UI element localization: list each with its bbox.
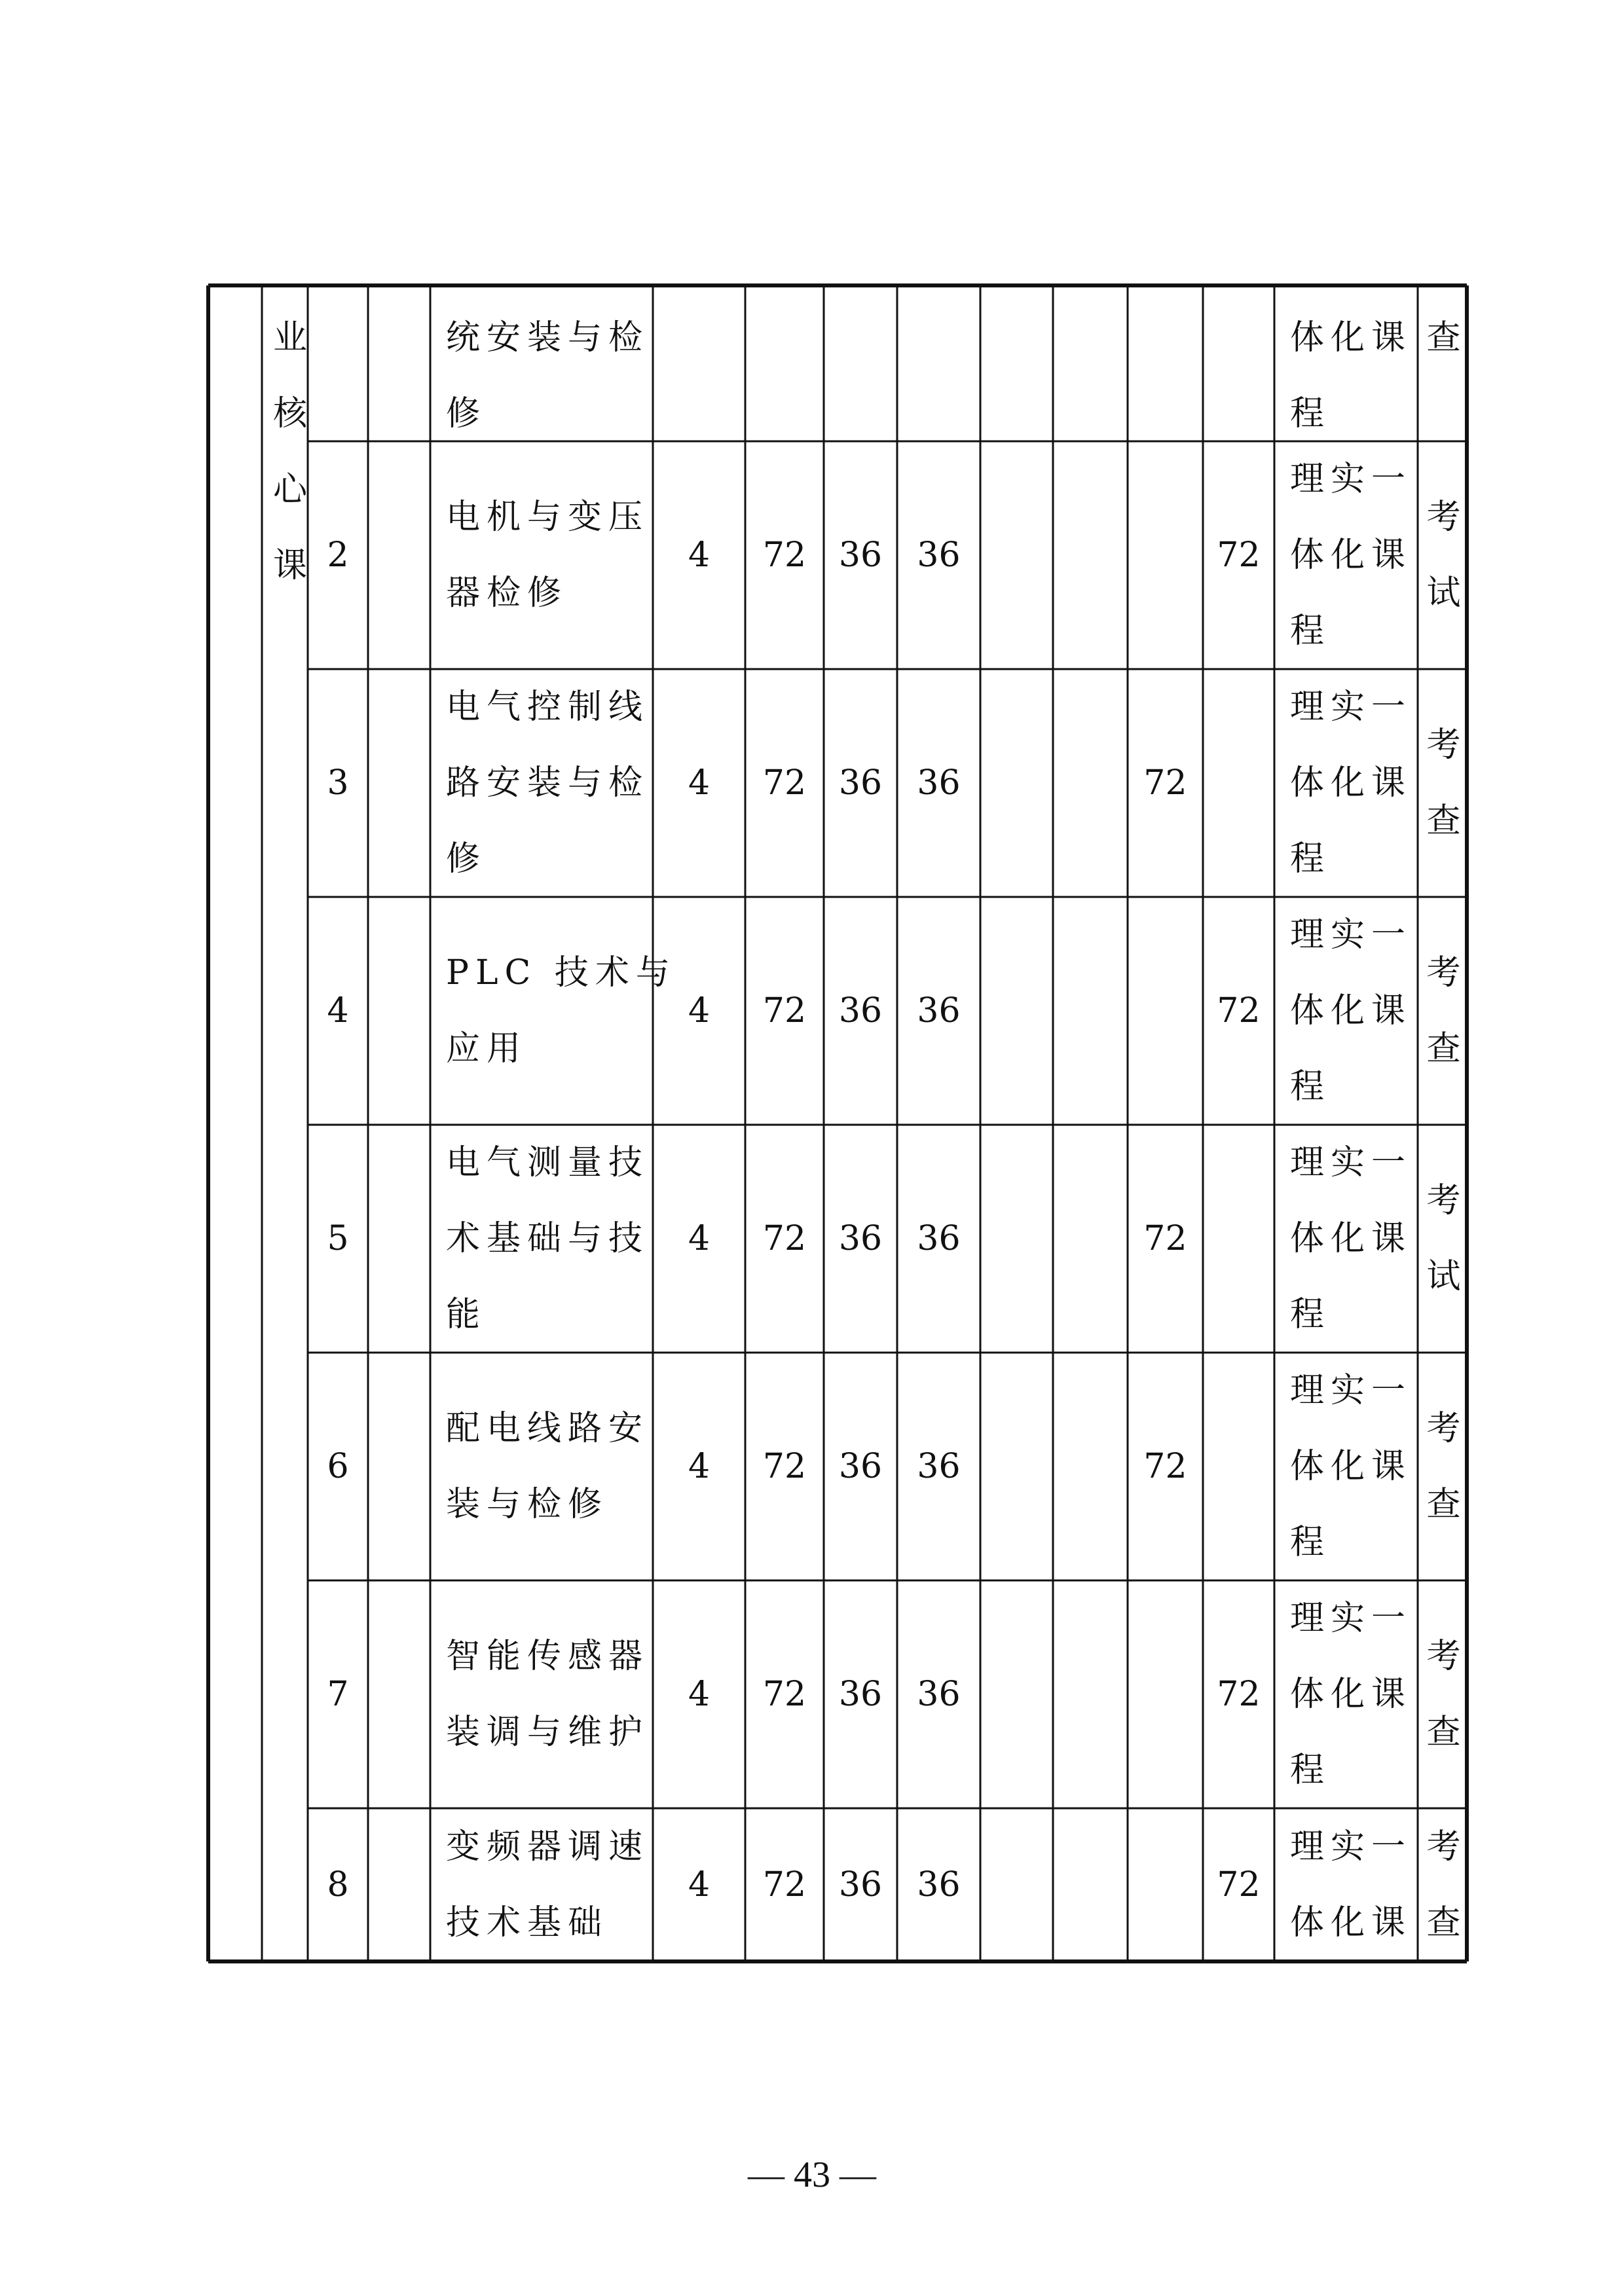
- course-type-line: 理实一: [1290, 460, 1412, 499]
- assessment-line: 试: [1426, 574, 1461, 613]
- course-name-line: 统安装与检: [446, 318, 650, 357]
- course-type-line: 理实一: [1290, 915, 1412, 955]
- assessment-line: 考: [1426, 1409, 1461, 1448]
- course-name-line: 术基础与技: [446, 1219, 650, 1258]
- cell-credits: 4: [688, 1447, 710, 1486]
- course-type-line: 程: [1290, 1295, 1331, 1334]
- course-type-line: 体化课: [1290, 318, 1412, 357]
- assessment-line: 查: [1426, 1485, 1461, 1524]
- row-seq-number: 6: [327, 1447, 349, 1486]
- course-type-line: 程: [1290, 1523, 1331, 1562]
- course-name-line: 技术基础: [446, 1903, 609, 1942]
- row-seq-number: 7: [327, 1675, 349, 1714]
- row-seq-number: 8: [327, 1865, 349, 1904]
- cell-hours: 72: [762, 1219, 807, 1258]
- course-name-line: 路安装与检: [446, 763, 650, 803]
- course-type-line: 程: [1290, 394, 1331, 433]
- assessment-line: 查: [1426, 318, 1461, 357]
- course-type-line: 理实一: [1290, 1143, 1412, 1182]
- course-name-line: 配电线路安: [446, 1409, 650, 1448]
- course-name-line: 装与检修: [446, 1485, 609, 1524]
- cell-theory: 36: [838, 1219, 883, 1258]
- assessment-line: 查: [1426, 1713, 1461, 1752]
- category-label-char: 课: [272, 546, 308, 585]
- course-type-line: 程: [1290, 1751, 1331, 1790]
- cell-hours: 72: [762, 1675, 807, 1714]
- cell-sem3: 72: [1143, 763, 1187, 803]
- cell-practice: 36: [917, 1219, 961, 1258]
- cell-credits: 4: [688, 763, 710, 803]
- row-seq-number: 5: [327, 1219, 349, 1258]
- row-seq-number: 3: [327, 763, 349, 803]
- cell-theory: 36: [838, 536, 883, 575]
- cell-hours: 72: [762, 763, 807, 803]
- course-name-line: 变频器调速: [446, 1827, 650, 1867]
- cell-credits: 4: [688, 1219, 710, 1258]
- category-label-char: 心: [272, 470, 308, 509]
- course-type-line: 程: [1290, 839, 1331, 879]
- course-type-line: 体化课: [1290, 763, 1412, 803]
- course-name-line: 应用: [446, 1029, 528, 1068]
- cell-hours: 72: [762, 1865, 807, 1904]
- course-name-line: 修: [446, 839, 487, 879]
- cell-practice: 36: [917, 1865, 961, 1904]
- row-seq-number: 2: [327, 536, 349, 575]
- cell-practice: 36: [917, 763, 961, 803]
- assessment-line: 考: [1426, 1827, 1461, 1867]
- course-type-line: 体化课: [1290, 1447, 1412, 1486]
- cell-theory: 36: [838, 1675, 883, 1714]
- course-name-line: 电机与变压: [446, 498, 650, 537]
- course-name-line: 装调与维护: [446, 1713, 650, 1752]
- course-type-line: 体化课: [1290, 991, 1412, 1030]
- cell-theory: 36: [838, 763, 883, 803]
- cell-hours: 72: [762, 1447, 807, 1486]
- course-type-line: 体化课: [1290, 1903, 1412, 1942]
- cell-sem4: 72: [1217, 991, 1261, 1030]
- course-type-line: 理实一: [1290, 1827, 1412, 1867]
- assessment-line: 考: [1426, 498, 1461, 537]
- cell-sem4: 72: [1217, 536, 1261, 575]
- cell-credits: 4: [688, 991, 710, 1030]
- course-name-line: 能: [446, 1295, 487, 1334]
- course-type-line: 体化课: [1290, 1219, 1412, 1258]
- cell-practice: 36: [917, 991, 961, 1030]
- assessment-line: 考: [1426, 953, 1461, 993]
- cell-sem4: 72: [1217, 1865, 1261, 1904]
- course-type-line: 程: [1290, 611, 1331, 651]
- assessment-line: 试: [1426, 1257, 1461, 1296]
- cell-hours: 72: [762, 536, 807, 575]
- course-name-line: 修: [446, 394, 487, 433]
- course-name-line: 电气控制线: [446, 687, 650, 727]
- cell-theory: 36: [838, 991, 883, 1030]
- row-seq-number: 4: [327, 991, 349, 1030]
- assessment-line: 查: [1426, 801, 1461, 841]
- course-type-line: 程: [1290, 1067, 1331, 1106]
- course-name-line: 电气测量技: [446, 1143, 650, 1182]
- cell-hours: 72: [762, 991, 807, 1030]
- assessment-line: 查: [1426, 1903, 1461, 1942]
- cell-practice: 36: [917, 1447, 961, 1486]
- course-name-line: 智能传感器: [446, 1637, 650, 1676]
- category-label-char: 核: [272, 394, 308, 433]
- cell-practice: 36: [917, 1675, 961, 1714]
- course-type-line: 体化课: [1290, 1675, 1412, 1714]
- course-type-line: 体化课: [1290, 536, 1412, 575]
- assessment-line: 考: [1426, 1637, 1461, 1676]
- cell-sem4: 72: [1217, 1675, 1261, 1714]
- course-name-line: PLC 技术与: [446, 953, 676, 993]
- cell-theory: 36: [838, 1447, 883, 1486]
- assessment-line: 考: [1426, 725, 1461, 765]
- cell-practice: 36: [917, 536, 961, 575]
- cell-sem3: 72: [1143, 1447, 1187, 1486]
- course-type-line: 理实一: [1290, 1599, 1412, 1638]
- cell-credits: 4: [688, 1865, 710, 1904]
- assessment-line: 考: [1426, 1181, 1461, 1220]
- cell-credits: 4: [688, 536, 710, 575]
- page-number: — 43 —: [748, 2155, 876, 2195]
- assessment-line: 查: [1426, 1029, 1461, 1068]
- course-type-line: 理实一: [1290, 1371, 1412, 1410]
- cell-sem3: 72: [1143, 1219, 1187, 1258]
- category-label-char: 业: [272, 318, 308, 357]
- course-name-line: 器检修: [446, 574, 568, 613]
- cell-theory: 36: [838, 1865, 883, 1904]
- course-type-line: 理实一: [1290, 687, 1412, 727]
- cell-credits: 4: [688, 1675, 710, 1714]
